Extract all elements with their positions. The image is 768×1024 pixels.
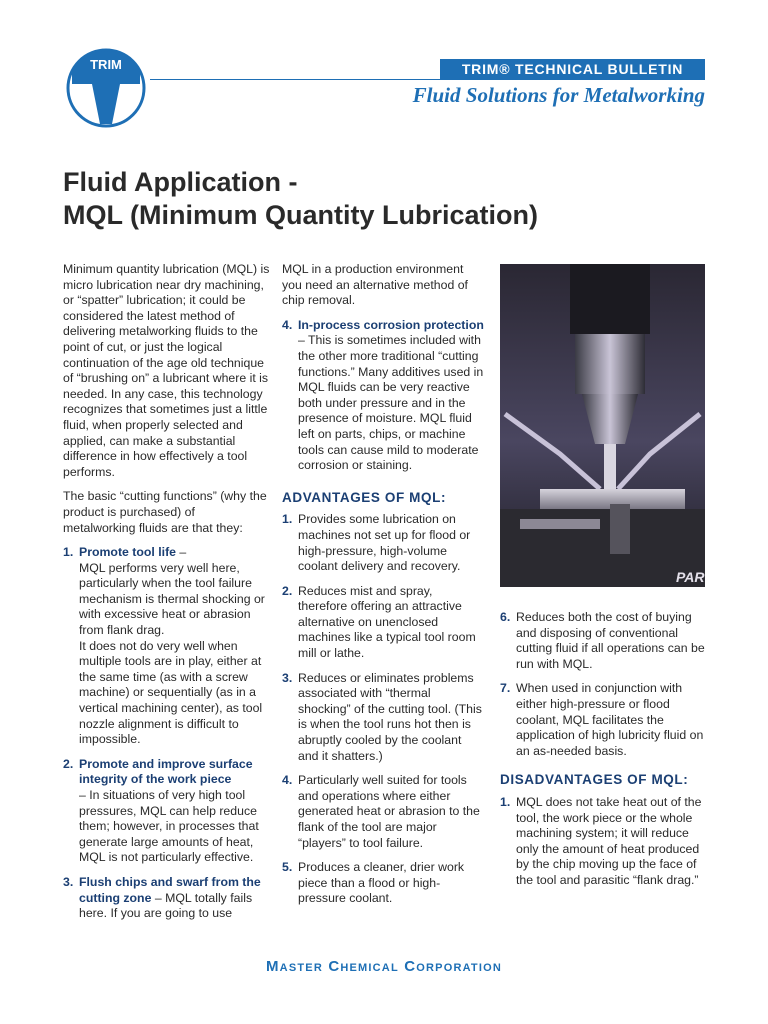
tagline: Fluid Solutions for Metalworking	[412, 83, 705, 107]
advantage-item-5: 5. Produces a cleaner, drier work piece than a flood or high-pressure coolant.	[282, 860, 465, 906]
column-2	[282, 262, 484, 916]
function-item-4: 4. In-process corrosion protection – This is sometimes included with the other more traditional “cutting functions.” Many additives used in MQL fluids can be very reactive both under pressure and in the presence of moisture. MQL fluid left on parts, chips, or machine tools can cause mild to moderate corrosion or staining.	[282, 317, 484, 473]
intro-paragraph-1: Minimum quantity lubrication (MQL) is micro lubrication near dry machining, or “spatter” lubrication; it could be considered the latest method of delivering metalworking fluids to the point of cut, or just the logical continuation of the age old technique of “brushing on” a lubricant where it is needed. In any case, this technology recognizes that sometimes just a little fluid, when properly selected and applied, can make a substantial difference in how effectively a tool performs.	[63, 262, 270, 479]
bulletin-banner: TRIM® TECHNICAL BULLETIN	[440, 59, 705, 80]
function-item-3-continued: MQL in a production environment you need an alternative method of chip removal.	[282, 262, 468, 308]
title-line-1: Fluid Application -	[63, 167, 298, 197]
advantages-heading: ADVANTAGES OF MQL:	[282, 489, 447, 505]
function-item-3: 3. Flush chips and swarf from the cutting zone – MQL totally fails here. If you are going to use	[63, 874, 261, 921]
page-title	[63, 166, 538, 232]
intro-paragraph-2: The basic “cutting functions” (why the product is purchased) of metalworking fluids are that they:	[63, 489, 267, 535]
advantage-item-7: 7. When used in conjunction with either high-pressure or flood coolant, MQL facilitates the application of high lubricity fluid on an as-needed basis.	[500, 681, 704, 758]
column-1	[63, 262, 270, 931]
logo-text: TRIM	[90, 57, 122, 72]
photo-machine-label: PAR	[676, 569, 705, 585]
advantage-item-1: 1. Provides some lubrication on machines not set up for flood or high-pressure, high-volume coolant delivery and recovery.	[282, 512, 471, 574]
trim-logo	[66, 48, 146, 128]
disadvantages-heading: DISADVANTAGES OF MQL:	[500, 772, 689, 788]
column-3	[500, 610, 710, 898]
footer-company-name: Master Chemical Corporation	[265, 958, 503, 975]
header-divider	[150, 79, 440, 80]
function-item-2: 2. Promote and improve surface integrity of the work piece – In situations of very high tool pressures, MQL can help reduce them; however, in processes that generate large amounts of heat, MQL is not particularly effective.	[63, 756, 259, 865]
advantage-item-4: 4. Particularly well suited for tools and operations where either generated heat or abrasion to the flank of the tool are major “players” to tool failure.	[282, 773, 480, 850]
title-line-2: MQL (Minimum Quantity Lubrication)	[63, 200, 538, 230]
advantage-item-3: 3. Reduces or eliminates problems associated with “thermal shocking” of the cutting tool. (This is when the tool runs hot then is abruptly cooled by the coolant and it shatters.)	[282, 670, 482, 763]
advantage-item-2: 2. Reduces mist and spray, therefore offering an attractive alternative on unenclosed machines like a typical tool room mill or lathe.	[282, 583, 476, 661]
disadvantage-item-1: 1. MQL does not take heat out of the tool, the work piece or the whole machining system; it will reduce only the amount of heat produced by the chip moving up the face of the tool and parasitic “flank drag.”	[500, 794, 702, 887]
advantage-item-6: 6. Reduces both the cost of buying and disposing of conventional cutting fluid if all operations can be run with MQL.	[500, 610, 705, 671]
function-item-1: 1. Promote tool life – MQL performs very well here, particularly when the tool failure mechanism is thermal shocking or with excessive heat or abrasion from flank drag. It does not do very well when multiple tools are in play, either at the same time (as with a screw machine) or sequentially (as in a vertical machining center), as tool nozzle alignment is difficult to impossible.	[63, 545, 265, 747]
machining-photo	[500, 264, 705, 587]
